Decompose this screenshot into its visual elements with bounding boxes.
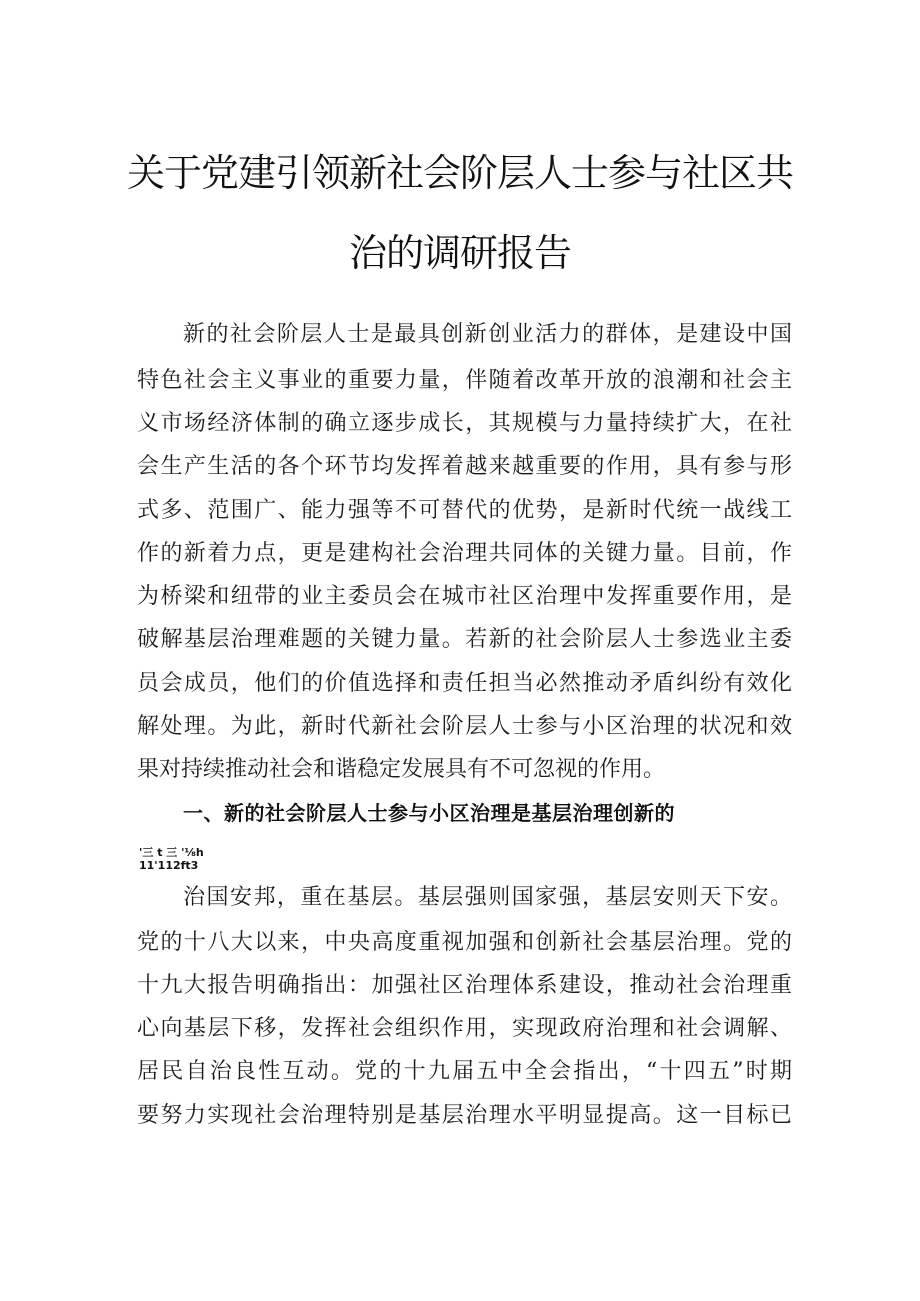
section-1-line: 党的十八大以来，中央高度重视加强和创新社会基层治理。党的 <box>137 930 792 955</box>
intro-line: 会生产生活的各个环节均发挥着越来越重要的作用，具有参与形 <box>137 454 792 479</box>
intro-line: 特色社会主义事业的重要力量，伴随着改革开放的浪潮和社会主 <box>137 368 792 393</box>
section-1-heading-garbled-line-2: 11'112ft3 <box>139 859 199 872</box>
document-title-line-1: 关于党建引领新社会阶层人士参与社区共 <box>126 151 793 195</box>
intro-line: 破解基层治理难题的关键力量。若新的社会阶层人士参选业主委 <box>137 627 792 652</box>
section-1-heading-garbled-line-1: '三 t 三 '⅛h <box>139 846 204 859</box>
section-1-heading: 一、新的社会阶层人士参与小区治理是基层治理创新的 <box>183 801 675 825</box>
intro-line: 果对持续推动社会和谐稳定发展具有不可忽视的作用。 <box>137 757 666 782</box>
intro-line: 作的新着力点，更是建构社会治理共同体的关键力量。目前，作 <box>137 541 792 566</box>
section-1-line: 心向基层下移，发挥社会组织作用，实现政府治理和社会调解、 <box>137 1016 792 1041</box>
intro-line: 员会成员，他们的价值选择和责任担当必然推动矛盾纠纷有效化 <box>137 671 792 696</box>
section-1-line: 要努力实现社会治理特别是基层治理水平明显提高。这一目标已 <box>137 1103 792 1128</box>
section-1-line: 十九大报告明确指出：加强社区治理体系建设，推动社会治理重 <box>137 973 792 998</box>
intro-line: 义市场经济体制的确立逐步成长，其规模与力量持续扩大，在社 <box>137 411 792 436</box>
intro-line: 为桥梁和纽带的业主委员会在城市社区治理中发挥重要作用，是 <box>137 584 792 609</box>
intro-line: 解处理。为此，新时代新社会阶层人士参与小区治理的状况和效 <box>137 714 792 739</box>
document-title-line-2: 治的调研报告 <box>348 231 571 275</box>
section-1-line: 居民自治良性互动。党的十九届五中全会指出，“十四五”时期 <box>137 1059 792 1084</box>
intro-line: 新的社会阶层人士是最具创新创业活力的群体，是建设中国 <box>183 322 792 347</box>
section-1-line: 治国安邦，重在基层。基层强则国家强，基层安则天下安。 <box>183 885 792 910</box>
intro-line: 式多、范围广、能力强等不可替代的优势，是新时代统一战线工 <box>137 498 792 523</box>
